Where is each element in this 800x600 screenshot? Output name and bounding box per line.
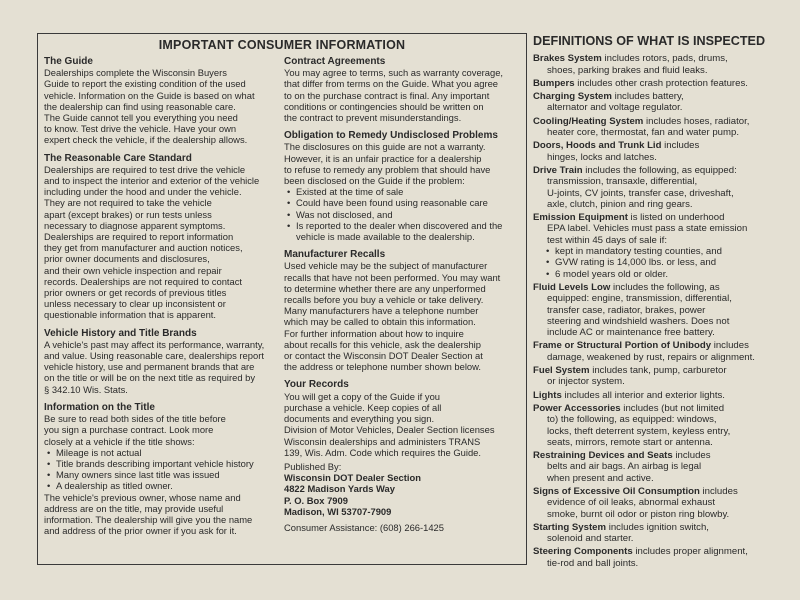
text-line: and to inspect the interior and exterior of the vehicle (44, 175, 260, 187)
text-line: vehicle. Information on the Guide is based on what (44, 89, 255, 101)
definition-text: includes (672, 450, 711, 462)
text-line: The disclosures on this guide are not a warranty. (284, 141, 486, 153)
text-line: purchase a vehicle. Keep copies of all (284, 401, 442, 413)
definition-item (533, 546, 795, 569)
definition-text: heater core, thermostat, fan and water pump. (547, 127, 739, 139)
text-line: closely at a vehicle if the title shows: (44, 435, 195, 447)
text-line: and their own vehicle inspection and repair (44, 264, 222, 276)
text-line: Guide to report the existing condition of the used (44, 78, 246, 90)
definition-term: Drive Train (533, 164, 583, 176)
text-line: questionable information that is apparent. (44, 309, 216, 321)
definition-text: includes ignition switch, (606, 521, 709, 533)
text-line: apart (except brakes) or run tests unless (44, 208, 212, 220)
definition-item (533, 140, 795, 163)
definition-term: Frame or Structural Portion of Unibody (533, 340, 712, 352)
definition-term: Restraining Devices and Seats (533, 450, 673, 462)
list-item: • Existed at the time of sale (296, 186, 522, 197)
emission-bullets (533, 246, 795, 280)
definition-item (533, 116, 795, 139)
text-line: However, it is an unfair practice for a dealership (284, 152, 482, 164)
list-item: • 6 model years old or older. (555, 269, 795, 280)
definition-text: or injector system. (547, 376, 625, 388)
definition-text: includes rotors, pads, drums, (601, 53, 728, 65)
text-line: recalls before you buy a vehicle or take delivery. (284, 294, 484, 306)
definition-item (533, 450, 795, 484)
left-column (44, 56, 276, 536)
consumer-information-box (37, 33, 527, 565)
definition-text: seats, mirrors, remote start or antenna. (547, 436, 713, 448)
text-line: and value. Using reasonable care, dealerships report (44, 350, 264, 362)
publisher-name: Wisconsin DOT Dealer Section (284, 472, 421, 484)
definition-item (533, 486, 795, 520)
definition-text: solenoid and starter. (547, 533, 634, 545)
definition-text: U-joints, CV joints, transfer case, driveshaft, (547, 187, 734, 199)
text-line: Be sure to read both sides of the title before (44, 413, 226, 425)
definition-text: belts and air bags. An airbag is legal (547, 461, 702, 473)
definition-term: Charging System (533, 91, 612, 103)
definition-text: includes all interior and exterior lights. (561, 389, 725, 401)
text-line: documents and everything you sign. (284, 413, 435, 425)
definition-item (533, 390, 795, 401)
definition-text: includes proper alignment, (632, 546, 748, 558)
obligation-text (284, 141, 522, 242)
definition-text: locks, theft deterrent system, keyless entry, (547, 425, 731, 437)
text-line: that differ from terms on the Guide. What you agree (284, 78, 498, 90)
definition-text: is listed on underhood (627, 212, 725, 224)
definition-item (533, 403, 795, 448)
list-item: • Title brands describing important vehicle history (56, 458, 276, 469)
title-info-bullets (44, 447, 276, 492)
contract-heading: Contract Agreements (284, 56, 386, 67)
text-line: Dealerships complete the Wisconsin Buyers (44, 67, 227, 79)
reasonable-care-text (44, 164, 276, 321)
definition-text: test within 45 days of sale if: (547, 234, 667, 246)
guide-text (44, 67, 276, 145)
text-line: and address of the prior owner if you ask for it. (44, 525, 237, 537)
publisher-street: 4822 Madison Yards Way (284, 483, 395, 495)
definition-item (533, 365, 795, 388)
definition-term: Fluid Levels Low (533, 281, 611, 293)
definition-item (533, 282, 795, 338)
text-line: including under the hood and under the vehicle. (44, 186, 242, 198)
text-line: the dealership can find using reasonable care. (44, 100, 236, 112)
definition-term: Fuel System (533, 365, 590, 377)
definition-text: includes (661, 140, 700, 152)
publisher-city: Madison, WI 53707-7909 (284, 505, 392, 517)
definition-text: evidence of oil leaks, abnormal exhaust (547, 497, 715, 509)
text-line: about recalls for this vehicle, ask the dealership (284, 338, 481, 350)
definition-term: Power Accessories (533, 402, 621, 414)
text-line: expert check the vehicle, if the dealership allows. (44, 134, 248, 146)
text-line: The vehicle's previous owner, whose name and (44, 491, 241, 503)
history-text (44, 339, 276, 395)
list-item: • A dealership as titled owner. (56, 480, 276, 491)
definition-text: transfer case, radiator, brakes, power (547, 304, 706, 316)
definition-text: includes hoses, radiator, (643, 115, 750, 127)
definition-text: includes tank, pump, carburetor (589, 365, 727, 377)
text-line: to know. Test drive the vehicle. Have your own (44, 123, 237, 135)
definition-text: alternator and voltage regulator. (547, 102, 683, 114)
definition-text: includes (711, 340, 749, 352)
definitions-title: DEFINITIONS OF WHAT IS INSPECTED (533, 34, 766, 48)
definition-text: smoke, burnt oil odor or piston ring blowby. (547, 508, 730, 520)
definition-text: steering and windshield washers. Does not (547, 315, 730, 327)
history-heading: Vehicle History and Title Brands (44, 327, 197, 339)
text-line: address are on the title, may provide useful (44, 502, 224, 514)
reasonable-care-heading: The Reasonable Care Standard (44, 152, 192, 164)
text-line: 139, Wis. Adm. Code which requires the Guide. (284, 446, 481, 458)
definition-text: axle, clutch, pinion and ring gears. (547, 198, 693, 210)
definition-text: tie-rod and ball joints. (547, 557, 639, 569)
definition-item (533, 522, 795, 545)
text-line: to refuse to remedy any problem that should have (284, 163, 491, 175)
definition-text: equipped: engine, transmission, differential, (547, 293, 732, 305)
title-info-heading: Information on the Title (44, 401, 155, 413)
definition-term: Steering Components (533, 546, 633, 558)
list-item: • Was not disclosed, and (296, 209, 522, 220)
list-item: • Could have been found using reasonable care (296, 197, 522, 208)
list-item: • Many owners since last title was issued (56, 469, 276, 480)
list-item: • Is reported to the dealer when discovered and the vehicle is made available to the dealership. (296, 220, 522, 242)
consumer-assistance-phone: Consumer Assistance: (608) 266-1425 (284, 521, 444, 533)
definition-item (533, 165, 795, 210)
definition-term: Brakes System (533, 53, 602, 65)
text-line: For further information about how to inquire (284, 327, 464, 339)
text-line: They are not required to take the vehicle (44, 197, 212, 209)
definition-item (533, 91, 795, 114)
definition-term: Doors, Hoods and Trunk Lid (533, 140, 662, 152)
obligation-heading: Obligation to Remedy Undisclosed Problems (284, 130, 498, 142)
text-line: records. Dealerships are not required to contact (44, 275, 243, 287)
text-line: prior owner documents and disclosures, (44, 253, 210, 265)
definition-text: include AC or maintenance free battery. (547, 327, 715, 339)
list-item: • Mileage is not actual (56, 447, 276, 458)
text-line: the contract to prevent misunderstandings. (284, 112, 462, 124)
definition-term: Lights (533, 389, 562, 401)
definition-text: to) the following, as equipped: windows, (547, 414, 717, 426)
definition-text: includes battery, (611, 91, 684, 103)
definition-text: includes other crash protection features. (574, 77, 748, 89)
publisher-block (284, 461, 522, 533)
definition-term: Cooling/Heating System (533, 115, 644, 127)
text-line: You may agree to terms, such as warranty coverage, (284, 67, 504, 79)
records-text (284, 391, 522, 458)
definition-text: transmission, transaxle, differential, (547, 176, 698, 188)
definition-item (533, 340, 795, 363)
text-line: vehicle history, use and permanent brands that are (44, 361, 255, 373)
text-line: A vehicle's past may affect its performance, warranty, (44, 338, 265, 350)
text-line: Many manufacturers have a telephone number (284, 305, 479, 317)
text-line: or contact the Wisconsin DOT Dealer Section at (284, 350, 483, 362)
records-heading: Your Records (284, 379, 349, 391)
recalls-heading: Manufacturer Recalls (284, 249, 386, 261)
text-line: on the title or will be on the next title as required by (44, 372, 256, 384)
text-line: been disclosed on the Guide if the problem: (284, 175, 465, 187)
definition-term: Signs of Excessive Oil Consumption (533, 485, 700, 497)
text-line: The Guide cannot tell you everything you need (44, 112, 238, 124)
definition-text: includes (699, 485, 738, 497)
definitions-list (533, 53, 795, 569)
text-line: Dealerships are required to report information (44, 231, 234, 243)
definition-item (533, 78, 795, 89)
text-line: Division of Motor Vehicles, Dealer Section licenses (284, 424, 495, 436)
definition-text: damage, weakened by rust, repairs or alignment. (547, 351, 755, 363)
text-line: § 342.10 Wis. Stats. (44, 383, 128, 395)
text-line: You will get a copy of the Guide if you (284, 390, 440, 402)
definitions-column (533, 36, 795, 571)
definition-term: Starting System (533, 521, 607, 533)
text-line: unless necessary to clear up inconsistent or (44, 298, 226, 310)
box-title: IMPORTANT CONSUMER INFORMATION (158, 38, 406, 52)
contract-text (284, 67, 522, 123)
text-line: Wisconsin dealerships and administers TRANS (284, 435, 481, 447)
text-line: Dealerships are required to test drive the vehicle (44, 163, 246, 175)
text-line: conditions or contingencies should be written on (284, 100, 484, 112)
text-line: recalls that have not been performed. You may want (284, 271, 501, 283)
definition-item (533, 212, 795, 280)
definition-text: includes (but not limited (620, 402, 725, 414)
definition-text: EPA label. Vehicles must pass a state emission (547, 223, 748, 235)
text-line: prior owners or get records of previous titles (44, 287, 227, 299)
publisher-label: Published By: (284, 460, 342, 472)
definition-term: Bumpers (533, 77, 575, 89)
definition-item (533, 53, 795, 76)
text-line: information. The dealership will give you the name (44, 513, 253, 525)
text-line: which may be called to obtain this information. (284, 316, 476, 328)
text-line: Used vehicle may be the subject of manufacturer (284, 260, 488, 272)
definition-text: shoes, parking brakes and fluid leaks. (547, 64, 708, 76)
obligation-bullets (284, 186, 522, 242)
definition-text: hinges, locks and latches. (547, 151, 657, 163)
title-info-text (44, 413, 276, 536)
text-line: you sign a purchase contract. Look more (44, 424, 214, 436)
publisher-po-box: P. O. Box 7909 (284, 494, 348, 506)
text-line: they get from manufacturer and auction notices, (44, 242, 243, 254)
definition-text: includes the following, as (610, 281, 720, 293)
middle-column (284, 56, 522, 533)
text-line: the address or telephone number shown below. (284, 361, 482, 373)
list-item: • kept in mandatory testing counties, and (555, 246, 795, 257)
definition-text: when present and active. (547, 472, 654, 484)
text-line: to on the purchase contract is final. Any important (284, 89, 490, 101)
definition-term: Emission Equipment (533, 212, 628, 224)
list-item: • GVW rating is 14,000 lbs. or less, and (555, 257, 795, 268)
guide-heading: The Guide (44, 56, 93, 67)
recalls-text (284, 260, 522, 372)
definition-text: includes the following, as equipped: (582, 164, 737, 176)
text-line: necessary to diagnose apparent symptoms. (44, 219, 226, 231)
text-line: to determine whether there are any unperformed (284, 282, 486, 294)
